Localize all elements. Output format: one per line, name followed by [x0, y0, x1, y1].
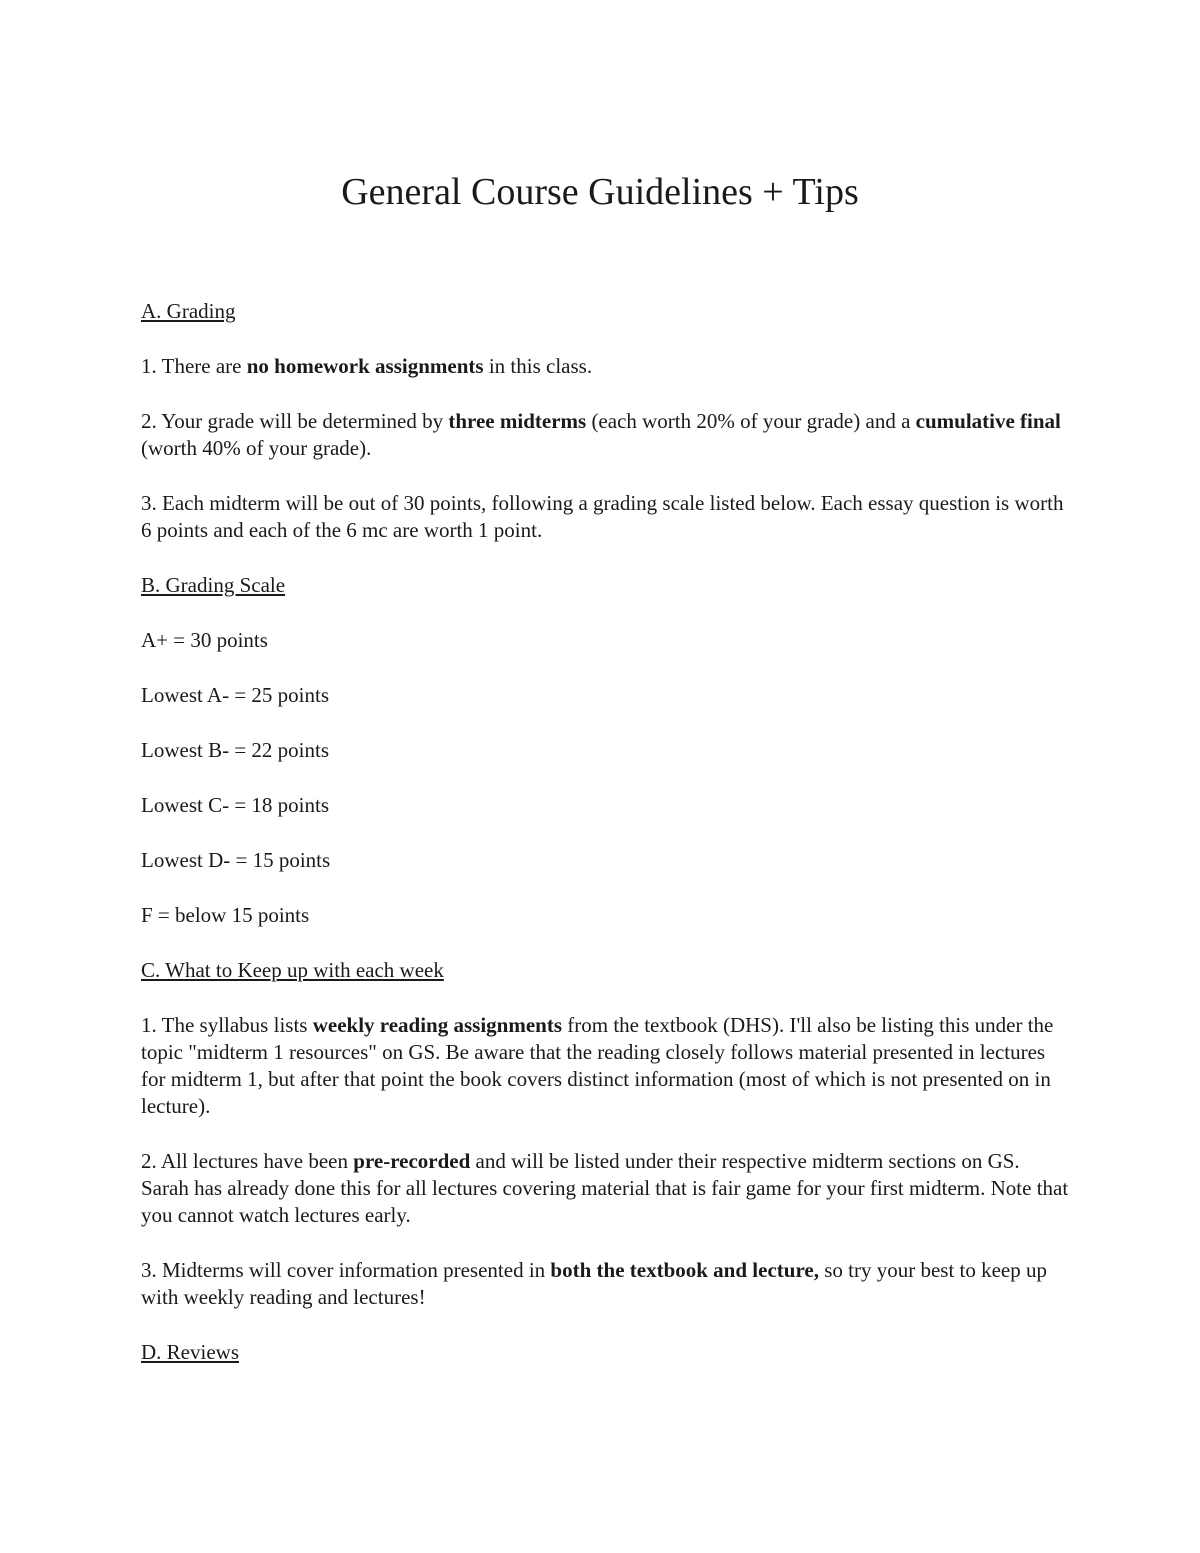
scale-item: A+ = 30 points: [141, 628, 268, 652]
weekly-item-3: [141, 1257, 1071, 1311]
scale-item: F = below 15 points: [141, 903, 310, 927]
scale-item: Lowest A- = 25 points: [141, 683, 330, 707]
grading-item-3: 3. Each midterm will be out of 30 points, following a grading scale listed below. Each essay question is worth 6 points and each of the 6 mc are worth 1 point.: [141, 491, 1064, 542]
text-run: and will be listed under their respective midterm sections on GS. Sarah has already done this for all lectures covering material that is fair game for your first midterm. Note that you cannot watch lectures early.: [141, 1149, 1069, 1227]
weekly-item-2: [141, 1148, 1071, 1229]
scale-item: Lowest D- = 15 points: [141, 848, 331, 872]
grading-item-1: [141, 353, 1071, 380]
bold-text: weekly reading assignments: [312, 1013, 562, 1037]
scale-item: Lowest C- = 18 points: [141, 793, 330, 817]
scale-item: Lowest B- = 22 points: [141, 738, 330, 762]
text-run: 2. Your grade will be determined by: [141, 409, 449, 433]
section-heading-weekly: C. What to Keep up with each week: [141, 958, 444, 982]
weekly-item-1: [141, 1012, 1071, 1120]
text-run: 1. The syllabus lists: [141, 1013, 313, 1037]
section-heading-reviews: D. Reviews: [141, 1340, 239, 1364]
section-heading-grading: A. Grading: [141, 299, 236, 323]
text-run: so try your best to keep up with weekly reading and lectures!: [141, 1258, 1047, 1309]
section-heading-grading-scale: B. Grading Scale: [141, 573, 286, 597]
text-run: 1. There are: [141, 354, 247, 378]
bold-text: both the textbook and lecture,: [550, 1258, 819, 1282]
bold-text: pre-recorded: [353, 1149, 471, 1173]
bold-text: no homework assignments: [246, 354, 484, 378]
text-run: in this class.: [483, 354, 593, 378]
text-run: (each worth 20% of your grade) and a: [586, 409, 916, 433]
text-run: from the textbook (DHS). I'll also be listing this under the topic "midterm 1 resources" on GS. Be aware that the reading closely follows material presented in lectures for midterm 1, but after that point the book covers distinct information (most of which is not presented on in lecture).: [141, 1013, 1054, 1118]
text-run: (worth 40% of your grade).: [141, 436, 372, 460]
grading-item-2: [141, 408, 1071, 462]
document-body: [141, 298, 1071, 1366]
text-run: 2. All lectures have been: [141, 1149, 354, 1173]
page-title: General Course Guidelines + Tips: [341, 171, 859, 213]
bold-text: cumulative final: [915, 409, 1061, 433]
text-run: 3. Midterms will cover information presented in: [141, 1258, 551, 1282]
bold-text: three midterms: [448, 409, 587, 433]
